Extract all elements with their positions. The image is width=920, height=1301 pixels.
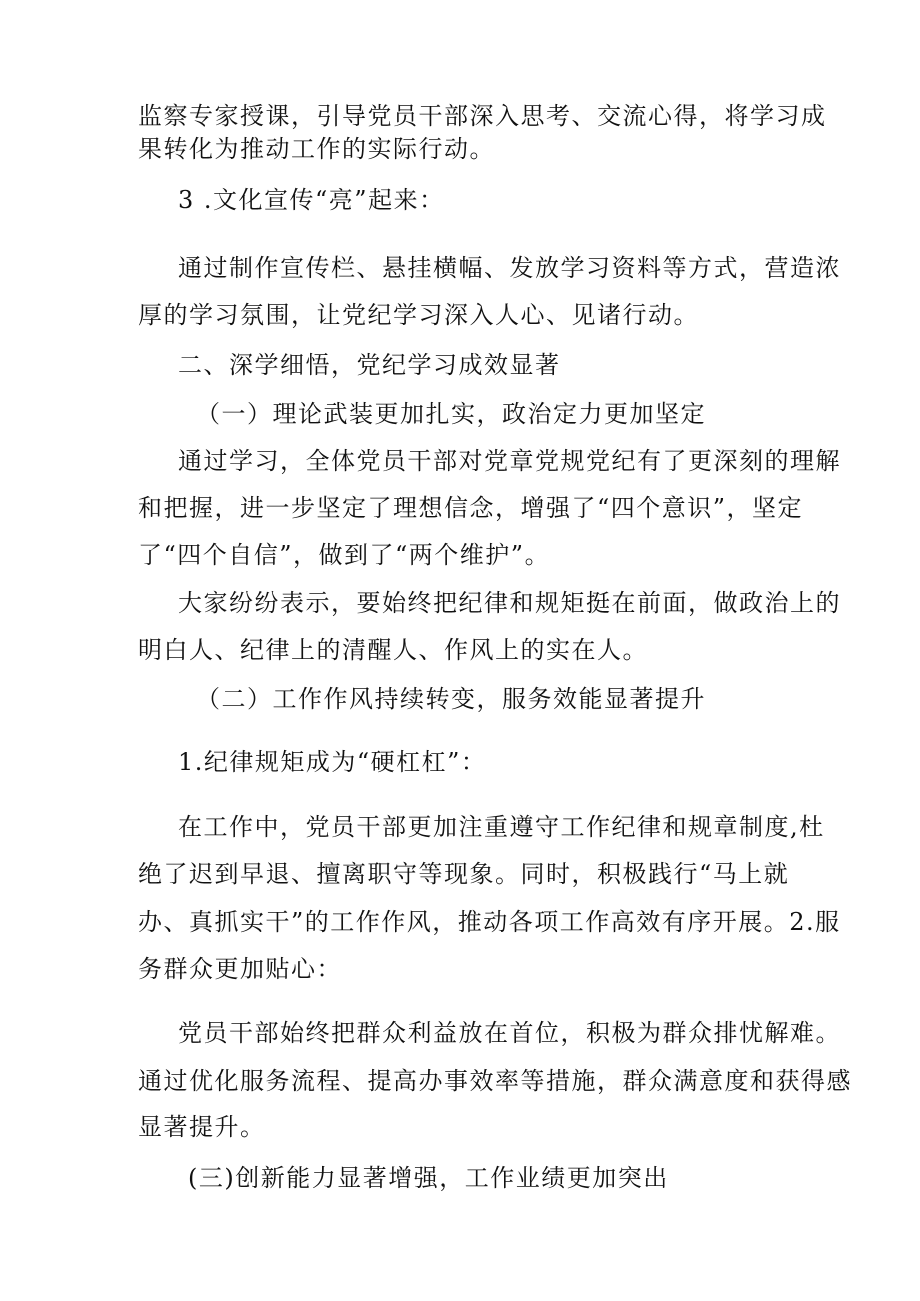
body-text-line: 通过优化服务流程、提高办事效率等措施，群众满意度和获得感 [138,1067,852,1095]
body-text-line: 了“四个自信”，做到了“两个维护”。 [138,541,551,569]
body-text-line: 果转化为推动工作的实际行动。 [138,135,495,163]
subsection-heading: （一）理论武装更加扎实，政治定力更加坚定 [196,400,706,428]
body-text-line: 监察专家授课，引导党员干部深入思考、交流心得，将学习成 [138,102,827,130]
body-text-line: 明白人、纪律上的清醒人、作风上的实在人。 [138,636,648,664]
body-text-line: 大家纷纷表示，要始终把纪律和规矩挺在前面，做政治上的 [178,589,841,617]
section-heading: 1.纪律规矩成为“硬杠杠”： [178,748,487,776]
body-text-line: 办、真抓实干”的工作作风，推动各项工作高效有序开展。2.服 [138,908,841,936]
body-text-line: 务群众更加贴心： [138,955,342,983]
body-text-line: 显著提升。 [138,1113,266,1141]
body-text-line: 通过学习，全体党员干部对党章党规党纪有了更深刻的理解 [178,447,841,475]
body-text-line: 党员干部始终把群众利益放在首位，积极为群众排忧解难。 [178,1019,841,1047]
section-heading: 二、深学细悟，党纪学习成效显著 [178,351,561,379]
subsection-heading: （二）工作作风持续转变，服务效能显著提升 [196,685,706,713]
body-text-line: 和把握，进一步坚定了理想信念，增强了“四个意识”，坚定 [138,494,804,522]
body-text-line: 在工作中，党员干部更加注重遵守工作纪律和规章制度,杜 [178,813,825,841]
section-heading: 3 .文化宣传“亮”起来： [178,186,445,214]
body-text-line: 通过制作宣传栏、悬挂横幅、发放学习资料等方式，营造浓 [178,254,841,282]
body-text-line: 绝了迟到早退、擅离职守等现象。同时，积极践行“马上就 [138,860,790,888]
body-text-line: 厚的学习氛围，让党纪学习深入人心、见诸行动。 [138,301,699,329]
subsection-heading: (三)创新能力显著增强，工作业绩更加突出 [188,1164,669,1192]
